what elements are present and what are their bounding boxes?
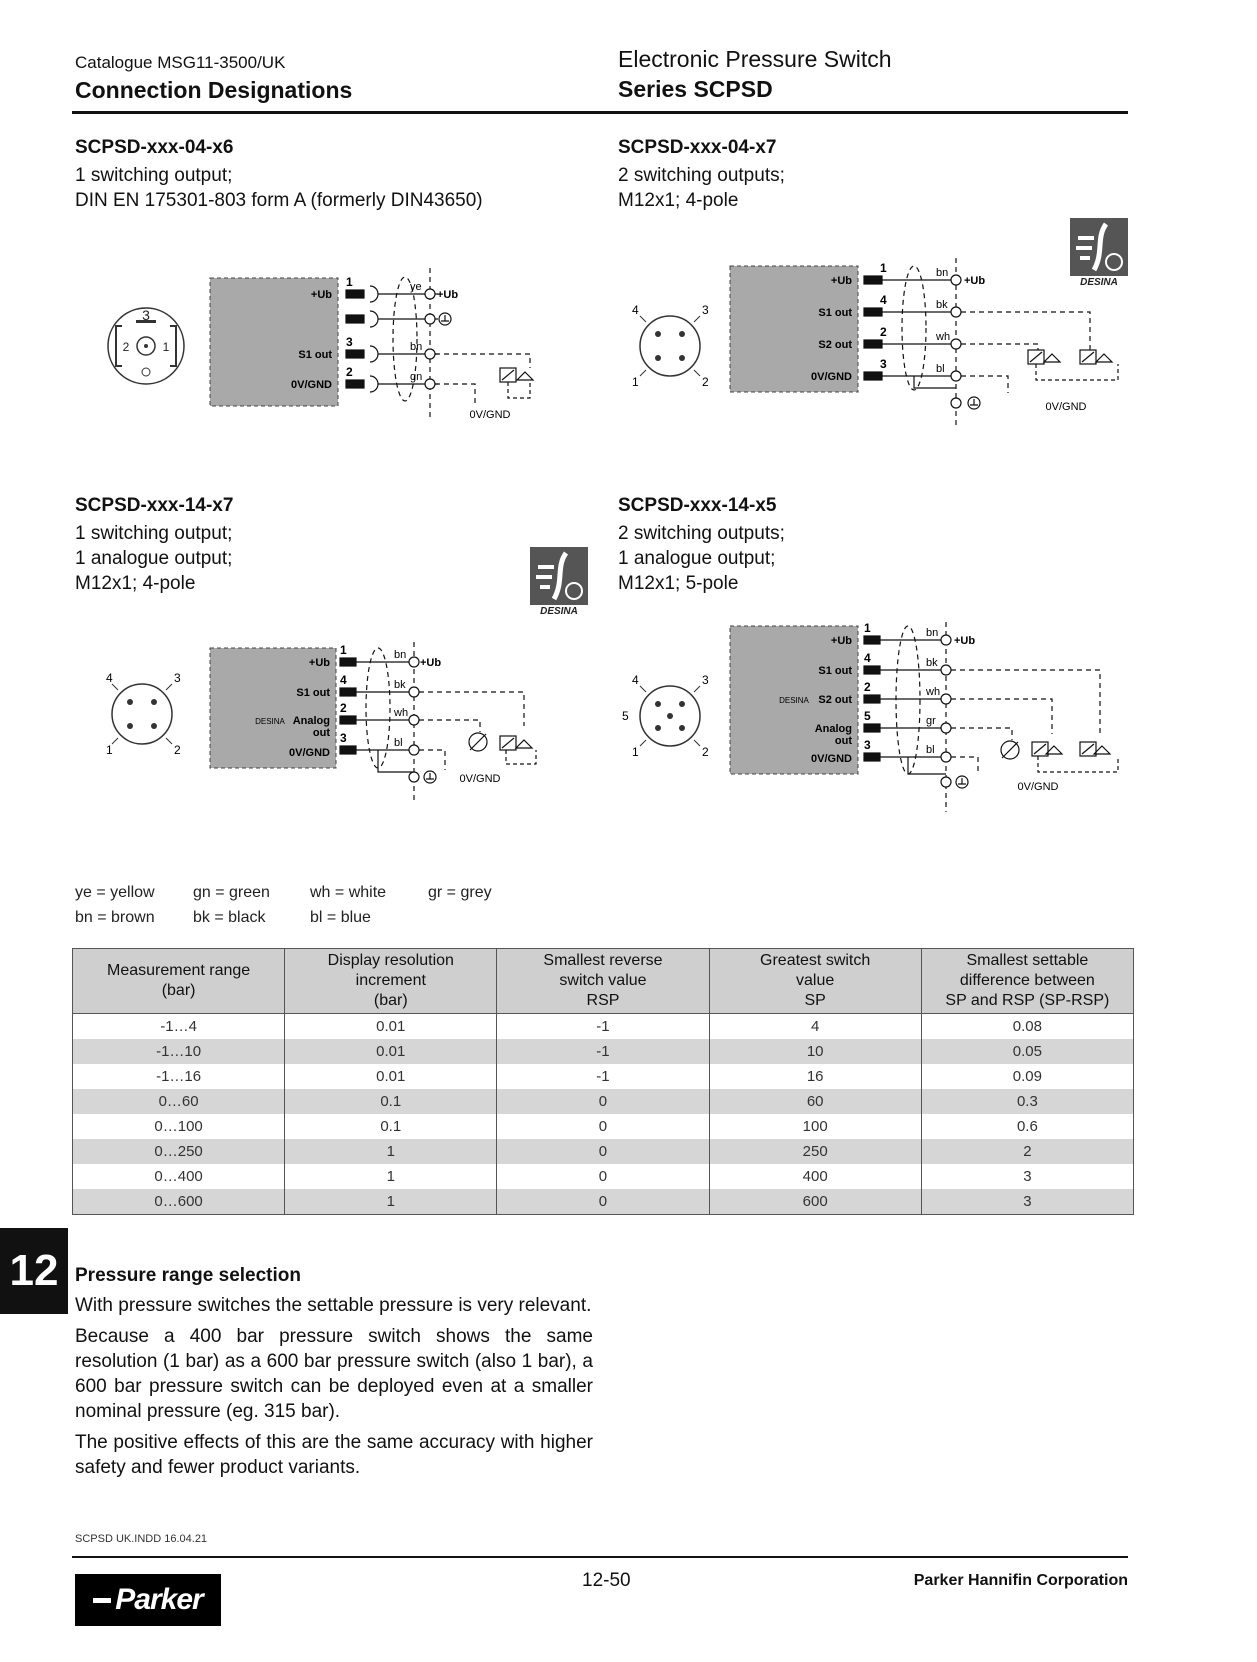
table-row xyxy=(73,1114,1134,1139)
section-04-x7 xyxy=(618,137,785,213)
pin-label-gnd: 0V/GND xyxy=(291,379,332,391)
legend-white: wh = white xyxy=(310,884,387,901)
pin-number: 4 xyxy=(106,671,113,685)
cell: 0…100 xyxy=(73,1114,285,1139)
cell: 3 xyxy=(921,1164,1133,1189)
cell: 0 xyxy=(497,1089,709,1114)
table-row xyxy=(73,1014,1134,1040)
header-line: SP and RSP (SP-RSP) xyxy=(945,992,1110,1009)
table-row xyxy=(73,1164,1134,1189)
section-code: SCPSD-xxx-14-x5 xyxy=(618,495,777,516)
logo-text: Parker xyxy=(115,1583,203,1616)
col-display-resolution xyxy=(285,949,497,1014)
pin-label-ub: +Ub xyxy=(308,657,330,669)
cell: 100 xyxy=(709,1114,921,1139)
section-line: M12x1; 4-pole xyxy=(618,190,739,211)
header-line: SP xyxy=(804,992,826,1009)
pin-number: 1 xyxy=(632,745,639,759)
pin-number: 4 xyxy=(632,303,639,317)
header-line: value xyxy=(796,972,835,989)
wire-color: bn xyxy=(410,341,423,353)
wiring-diagram-04-x6 xyxy=(100,268,580,428)
col-sp xyxy=(709,949,921,1014)
desina-small-label: DESINA xyxy=(779,696,809,705)
cell: 16 xyxy=(709,1064,921,1089)
pin-number: 4 xyxy=(632,673,639,687)
wire-color: wh xyxy=(936,331,951,343)
desina-logo xyxy=(530,547,588,615)
terminal-ub: +Ub xyxy=(964,275,986,287)
din-connector xyxy=(108,307,184,384)
header-line: (bar) xyxy=(161,982,196,999)
footer-rule xyxy=(72,1556,1128,1558)
pin-label-s1: S1 out xyxy=(296,687,330,699)
ground-label: 0V/GND xyxy=(459,773,501,785)
table-row xyxy=(73,1189,1134,1215)
desina-label: DESINA xyxy=(1080,277,1118,286)
cell: 0.09 xyxy=(921,1064,1133,1089)
cell: 600 xyxy=(709,1189,921,1215)
page-number: 12-50 xyxy=(582,1570,631,1591)
pressure-range-table xyxy=(72,948,1134,1215)
legend-brown: bn = brown xyxy=(75,909,155,926)
pin-number: 1 xyxy=(864,622,871,635)
wire-color: bl xyxy=(926,744,935,756)
cell: 10 xyxy=(709,1039,921,1064)
paragraph: Because a 400 bar pressure switch shows the same resolution (1 bar) as a 600 bar pressure switch (also 1 bar), a 600 bar pressure switch can be deployed even at a smaller nominal pressure (eg. 315 bar). xyxy=(75,1326,593,1422)
logo-bar xyxy=(93,1598,111,1603)
pin-number: 2 xyxy=(122,340,130,354)
pin-number: 1 xyxy=(162,340,170,354)
table-header-row xyxy=(73,949,1134,1014)
ground-label: 0V/GND xyxy=(469,409,511,421)
pin-number: 3 xyxy=(880,357,887,371)
terminal-ub: +Ub xyxy=(437,289,459,301)
section-14-x7 xyxy=(75,495,233,596)
cell: -1…4 xyxy=(73,1014,285,1040)
legend-yellow: ye = yellow xyxy=(75,884,155,901)
cell: 1 xyxy=(285,1139,497,1164)
pin-number: 1 xyxy=(340,643,347,657)
pin-number: 3 xyxy=(174,671,181,685)
paragraph: With pressure switches the settable pressure is very relevant. xyxy=(75,1295,592,1316)
col-rsp xyxy=(497,949,709,1014)
m12-5pole-connector xyxy=(622,673,709,759)
cell: -1 xyxy=(497,1039,709,1064)
table-row xyxy=(73,1089,1134,1114)
product-subtitle: Electronic Pressure Switch xyxy=(618,46,892,72)
product-series: Series SCPSD xyxy=(618,76,773,102)
m12-4pole-connector xyxy=(106,671,181,757)
wire-color: bk xyxy=(926,657,938,669)
wire-color: wh xyxy=(394,707,409,719)
pin-number: 3 xyxy=(142,307,150,323)
pin-number: 2 xyxy=(702,375,709,389)
wire-color: bn xyxy=(926,627,939,639)
pin-label-s1: S1 out xyxy=(818,665,852,677)
pin-number: 4 xyxy=(880,293,887,307)
table-row xyxy=(73,1039,1134,1064)
cell: 0…250 xyxy=(73,1139,285,1164)
cell: 1 xyxy=(285,1189,497,1215)
section-line: 1 switching output; xyxy=(75,165,233,186)
pin-label-analog-out: out xyxy=(312,727,330,739)
cell: 4 xyxy=(709,1014,921,1040)
wiring-diagram-14-x5 xyxy=(618,622,1138,822)
cell: -1 xyxy=(497,1064,709,1089)
section-14-x5 xyxy=(618,495,785,596)
cell: 400 xyxy=(709,1164,921,1189)
cell: 0 xyxy=(497,1164,709,1189)
header-line: increment xyxy=(355,972,426,989)
cell: 0.6 xyxy=(921,1114,1133,1139)
header-line: difference between xyxy=(959,972,1095,989)
cell: 0.3 xyxy=(921,1089,1133,1114)
pin-number: 5 xyxy=(622,709,629,723)
pin-number: 2 xyxy=(864,680,871,694)
pin-number: 3 xyxy=(340,731,347,745)
pin-number: 4 xyxy=(864,651,871,665)
section-line: 2 switching outputs; xyxy=(618,523,785,544)
desina-small-label: DESINA xyxy=(255,717,285,726)
header-line: switch value xyxy=(559,972,647,989)
pin-label-ub: +Ub xyxy=(830,635,852,647)
company-name: Parker Hannifin Corporation xyxy=(913,1572,1128,1589)
header-line: RSP xyxy=(586,992,620,1009)
wire-color: bk xyxy=(936,299,948,311)
pin-label-analog: Analog xyxy=(814,723,852,735)
section-04-x6 xyxy=(75,137,483,213)
pin-number: 2 xyxy=(880,325,887,339)
cell: 0.1 xyxy=(285,1089,497,1114)
pin-number: 2 xyxy=(702,745,709,759)
pin-label-analog: Analog xyxy=(292,715,330,727)
legend-green: gn = green xyxy=(193,884,270,901)
pin-number: 1 xyxy=(106,743,113,757)
pin-number: 5 xyxy=(864,709,871,723)
pin-label-s1: S1 out xyxy=(298,349,332,361)
ground-label: 0V/GND xyxy=(1017,781,1059,793)
pin-label-ub: +Ub xyxy=(310,289,332,301)
pin-number: 3 xyxy=(702,303,709,317)
cell: 0…60 xyxy=(73,1089,285,1114)
page-title: Connection Designations xyxy=(75,77,353,103)
header-line: Measurement range xyxy=(107,962,251,979)
pin-number: 2 xyxy=(346,365,353,379)
cell: 60 xyxy=(709,1089,921,1114)
ground-label: 0V/GND xyxy=(1045,401,1087,413)
wire-color: bn xyxy=(936,267,949,279)
wire-color: bl xyxy=(936,363,945,375)
cell: 0…400 xyxy=(73,1164,285,1189)
pin-number: 1 xyxy=(632,375,639,389)
cell: -1…16 xyxy=(73,1064,285,1089)
pin-number: 2 xyxy=(340,701,347,715)
pin-label-gnd: 0V/GND xyxy=(289,747,330,759)
pin-number: 2 xyxy=(174,743,181,757)
pin-label-gnd: 0V/GND xyxy=(811,753,852,765)
table-row xyxy=(73,1064,1134,1089)
legend-grey: gr = grey xyxy=(428,884,492,901)
pin-label-s1: S1 out xyxy=(818,307,852,319)
pin-number: 1 xyxy=(880,261,887,275)
wire-color: gr xyxy=(926,715,936,727)
cell: 0.01 xyxy=(285,1014,497,1040)
cell: 1 xyxy=(285,1164,497,1189)
section-line: M12x1; 5-pole xyxy=(618,573,739,594)
section-line: DIN EN 175301-803 form A (formerly DIN43650) xyxy=(75,190,483,211)
cell: 0.08 xyxy=(921,1014,1133,1040)
legend-black: bk = black xyxy=(193,909,266,926)
pin-number: 3 xyxy=(702,673,709,687)
wire-color: bl xyxy=(394,737,403,749)
cell: 2 xyxy=(921,1139,1133,1164)
section-line: 1 analogue output; xyxy=(618,548,776,569)
pressure-range-section xyxy=(75,1265,593,1480)
legend-blue: bl = blue xyxy=(310,909,371,926)
header-line: Smallest reverse xyxy=(543,952,663,969)
pin-number: 1 xyxy=(346,275,353,289)
pressure-title: Pressure range selection xyxy=(75,1265,301,1286)
cell: 3 xyxy=(921,1189,1133,1215)
pin-label-analog-out: out xyxy=(834,735,852,747)
desina-label: DESINA xyxy=(540,606,578,615)
section-line: 2 switching outputs; xyxy=(618,165,785,186)
file-stamp: SCPSD UK.INDD 16.04.21 xyxy=(75,1533,208,1545)
section-line: M12x1; 4-pole xyxy=(75,573,196,594)
cell: 0…600 xyxy=(73,1189,285,1215)
header-line: Greatest switch xyxy=(760,952,871,969)
section-code: SCPSD-xxx-04-x6 xyxy=(75,137,234,158)
header-line: Display resolution xyxy=(327,952,454,969)
pin-label-s2: S2 out xyxy=(818,339,852,351)
col-sp-rsp xyxy=(921,949,1133,1014)
cell: 0.01 xyxy=(285,1039,497,1064)
table-row xyxy=(73,1139,1134,1164)
section-code: SCPSD-xxx-04-x7 xyxy=(618,137,777,158)
wire-color: wh xyxy=(926,686,941,698)
terminal-ub: +Ub xyxy=(420,657,442,669)
cell: -1…10 xyxy=(73,1039,285,1064)
terminal-ub: +Ub xyxy=(954,635,976,647)
wire-color: gn xyxy=(410,371,423,383)
wiring-diagram-04-x7 xyxy=(618,258,1138,438)
chapter-tab: 12 xyxy=(0,1228,68,1314)
m12-4pole-connector xyxy=(632,303,709,389)
header-rule xyxy=(72,111,1128,114)
catalogue-number: Catalogue MSG11-3500/UK xyxy=(75,53,286,72)
wire-color: ye xyxy=(410,281,422,293)
cell: 0.01 xyxy=(285,1064,497,1089)
cell: -1 xyxy=(497,1014,709,1040)
paragraph: The positive effects of this are the same accuracy with higher safety and fewer product variants. xyxy=(75,1432,593,1478)
wire-color: bk xyxy=(394,679,406,691)
pin-number: 4 xyxy=(340,673,347,687)
cell: 0 xyxy=(497,1139,709,1164)
header-line: Smallest settable xyxy=(966,952,1089,969)
cell: 0 xyxy=(497,1189,709,1215)
col-measurement-range xyxy=(73,949,285,1014)
header-line: (bar) xyxy=(373,992,408,1009)
pin-label-s2: S2 out xyxy=(818,694,852,706)
cell: 0.1 xyxy=(285,1114,497,1139)
cell: 0.05 xyxy=(921,1039,1133,1064)
section-code: SCPSD-xxx-14-x7 xyxy=(75,495,234,516)
section-line: 1 switching output; xyxy=(75,523,233,544)
pin-number: 3 xyxy=(864,738,871,752)
wire-color: bn xyxy=(394,649,407,661)
pin-number: 3 xyxy=(346,335,353,349)
section-line: 1 analogue output; xyxy=(75,548,233,569)
pin-label-gnd: 0V/GND xyxy=(811,371,852,383)
wiring-diagram-14-x7 xyxy=(100,642,580,812)
cell: 0 xyxy=(497,1114,709,1139)
cell: 250 xyxy=(709,1139,921,1164)
parker-logo xyxy=(75,1574,221,1626)
pin-label-ub: +Ub xyxy=(830,275,852,287)
